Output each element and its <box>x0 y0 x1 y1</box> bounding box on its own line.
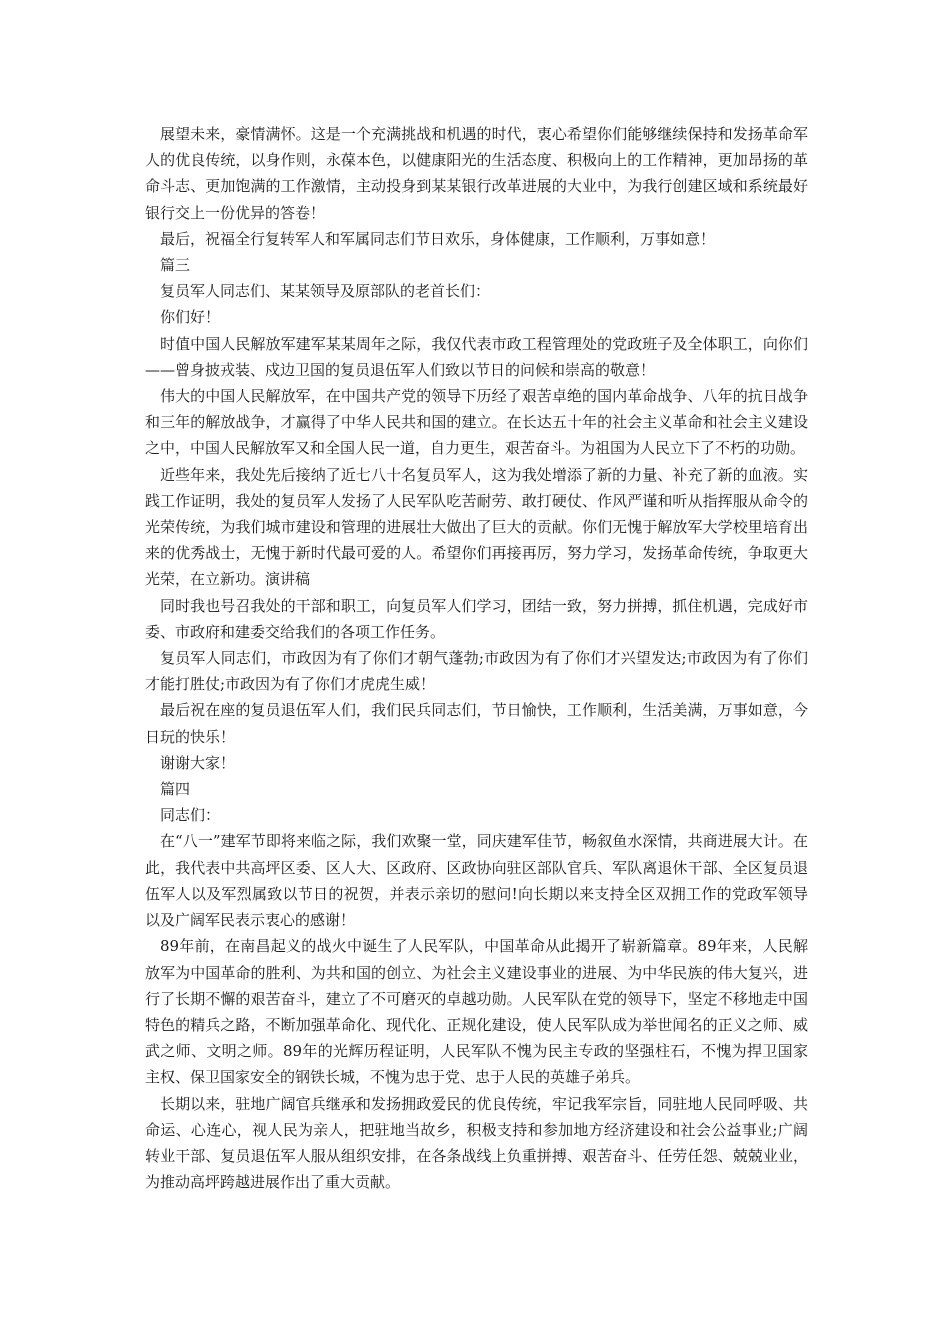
paragraph: 最后，祝福全行复转军人和军属同志们节日欢乐，身体健康，工作顺利，万事如意！ <box>160 229 716 248</box>
closing: 谢谢大家！ <box>160 753 236 772</box>
paragraph: 89年前，在南昌起义的战火中诞生了人民军队，中国革命从此揭开了崭新篇章。89年来，人民解放军为中国革命的胜利、为共和国的创立、为社会主义建设事业的进展、为中华民族的伟大复兴，进行了长期不懈的艰苦奋斗，建立了不可磨灭的卓越功勋。人民军队在党的领导下，坚定不移地走中国特色的精兵之路，不断加强革命化、现代化、正规化建设，使人民军队成为举世闻名的正义之师、威武之师、文明之师。89年的光辉历程证明，人民军队不愧为民主专政的坚强柱石，不愧为捍卫国家主权、保卫国家安全的钢铁长城，不愧为忠于党、忠于人民的英雄子弟兵。 <box>145 937 808 1087</box>
salutation: 同志们： <box>160 806 221 825</box>
section-heading: 篇三 <box>160 256 191 275</box>
paragraph: 长期以来，驻地广阔官兵继承和发扬拥政爱民的优良传统，牢记我军宗旨，同驻地人民同呼吸、共命运、心连心，视人民为亲人，把驻地当故乡，积极支持和参加地方经济建设和社会公益事业;广阔转业干部、复员退伍军人服从组织安排，在各条战线上负重拼搏、艰苦奋斗、任劳任怨、兢兢业业，为推动高坪跨越进展作出了重大贡献。 <box>145 1094 808 1192</box>
paragraph: 展望未来，豪情满怀。这是一个充满挑战和机遇的时代，衷心希望你们能够继续保持和发扬革命军人的优良传统，以身作则，永葆本色，以健康阳光的生活态度、积极向上的工作精神，更加昂扬的革命斗志、更加饱满的工作激情，主动投身到某某银行改革进展的大业中，为我行创建区域和系统最好银行交上一份优异的答卷！ <box>145 125 808 222</box>
paragraph: 复员军人同志们，市政因为有了你们才朝气蓬勃;市政因为有了你们才兴望发达;市政因为有了你们才能打胜仗;市政因为有了你们才虎虎生威！ <box>145 649 808 694</box>
paragraph: 最后祝在座的复员退伍军人们，我们民兵同志们，节日愉快，工作顺利，生活美满，万事如意，今日玩的快乐！ <box>145 701 808 746</box>
paragraph: 伟大的中国人民解放军，在中国共产党的领导下历经了艰苦卓绝的国内革命战争、八年的抗日战争和三年的解放战争，才赢得了中华人民共和国的建立。在长达五十年的社会主义革命和社会主义建设之中，中国人民解放军又和全国人民一道，自力更生，艰苦奋斗。为祖国为人民立下了不朽的功勋。 <box>145 387 808 458</box>
paragraph: 在“八一”建军节即将来临之际，我们欢聚一堂，同庆建军佳节，畅叙鱼水深情，共商进展大计。在此，我代表中共高坪区委、区人大、区政府、区政协向驻区部队官兵、军队离退休干部、全区复员退伍军人以及军烈属致以节日的祝贺，并表示亲切的慰问!向长期以来支持全区双拥工作的党政军领导以及广阔军民表示衷心的感谢！ <box>145 832 808 930</box>
paragraph: 同时我也号召我处的干部和职工，向复员军人们学习，团结一致，努力拼搏，抓住机遇，完成好市委、市政府和建委交给我们的各项工作任务。 <box>145 596 808 641</box>
paragraph: 时值中国人民解放军建军某某周年之际，我仅代表市政工程管理处的党政班子及全体职工，向你们——曾身披戎装、戍边卫国的复员退伍军人们致以节日的问候和崇高的敬意！ <box>145 334 808 379</box>
section-heading: 篇四 <box>160 780 191 799</box>
document-page <box>145 121 808 1195</box>
paragraph: 近些年来，我处先后接纳了近七八十名复员军人，这为我处增添了新的力量、补充了新的血液。实践工作证明，我处的复员军人发扬了人民军队吃苦耐劳、敢打硬仗、作风严谨和听从指挥服从命令的光荣传统，为我们城市建设和管理的进展壮大做出了巨大的贡献。你们无愧于解放军大学校里培育出来的优秀战士，无愧于新时代最可爱的人。希望你们再接再厉，努力学习，发扬革命传统，争取更大光荣，在立新功。演讲稿 <box>145 465 808 589</box>
salutation: 复员军人同志们、某某领导及原部队的老首长们： <box>160 282 491 301</box>
greeting: 你们好！ <box>160 308 221 327</box>
